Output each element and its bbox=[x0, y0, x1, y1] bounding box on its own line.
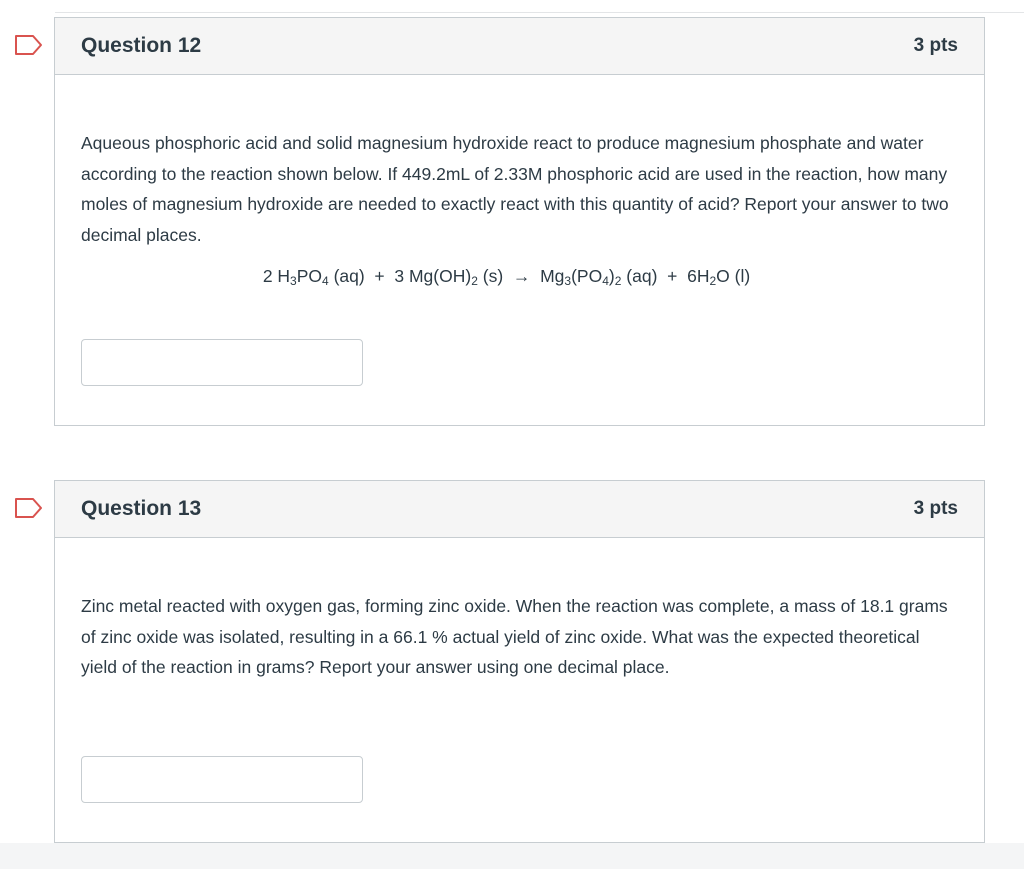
question-text: Aqueous phosphoric acid and solid magnesium hydroxide react to produce magnesium phosphate and water according to the reaction shown below. If 449.2mL of 2.33M phosphoric acid are used in the reaction, how many moles of magnesium hydroxide are needed to exactly react with this quantity of acid? Report your answer to two decimal places. bbox=[81, 133, 949, 245]
question-body bbox=[55, 538, 984, 683]
question-title: Question 13 bbox=[81, 497, 202, 520]
equation-term: $Mg_3(PO_4)_2$ (aq) bbox=[540, 266, 658, 288]
equation-term: $6H_2O$ (l) bbox=[687, 266, 751, 288]
question-12-card bbox=[54, 17, 985, 426]
question-header bbox=[55, 481, 984, 538]
chemical-equation: 2 $H_3PO_4$ (aq) + 3 $Mg(OH)_2$ $(s) \to Mg_3(PO_4)_2$ $(aq) + 6H_2O$ (l) bbox=[262, 266, 751, 288]
answer-input[interactable] bbox=[81, 756, 363, 803]
equation-term: 3 $Mg(OH)_2$ (s) bbox=[394, 266, 504, 288]
equation-term: 2 $H_3PO_4$ (aq) bbox=[262, 266, 365, 288]
page-footer-band bbox=[0, 843, 1024, 869]
question-points: 3 pts bbox=[913, 35, 958, 56]
question-header bbox=[55, 18, 984, 75]
flag-question-icon[interactable] bbox=[14, 497, 44, 519]
answer-input[interactable] bbox=[81, 339, 363, 386]
flag-question-icon[interactable] bbox=[14, 34, 44, 56]
top-divider bbox=[55, 12, 1024, 13]
question-body bbox=[55, 75, 984, 287]
question-text: Zinc metal reacted with oxygen gas, forming zinc oxide. When the reaction was complete, a mass of 18.1 grams of zinc oxide was isolated, resulting in a 66.1 % actual yield of zinc oxide. What was the expected theoretical yield of the reaction in grams? Report your answer using one decimal place. bbox=[81, 596, 948, 677]
question-points: 3 pts bbox=[913, 498, 958, 519]
question-title: Question 12 bbox=[81, 34, 202, 57]
question-13-card bbox=[54, 480, 985, 843]
